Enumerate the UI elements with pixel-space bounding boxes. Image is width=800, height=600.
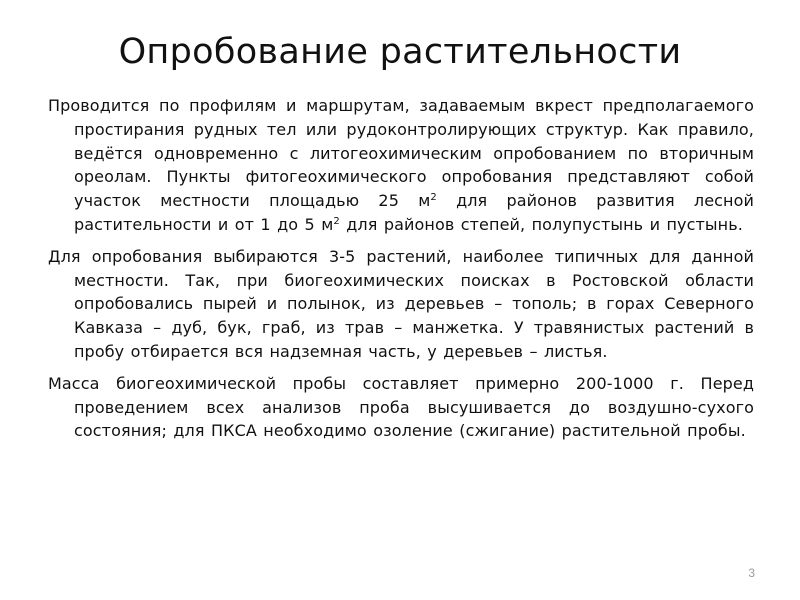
page-number: 3 (748, 566, 755, 580)
paragraph-1-text-a: Проводится по профилям и маршрутам, задаваемым вкрест предполагаемого простирания рудных тел или рудоконтролирующих структур. Как правило, ведётся одновременно с литогеохимическим опробованием по вторичным ореолам. Пункты фитогеохимического опробования представляют собой участок местности площадью 25 м (48, 96, 754, 211)
paragraph-3: Масса биогеохимической пробы составляет примерно 200-1000 г. Перед проведением всех анализов проба высушивается до воздушно-сухого состояния; для ПКСА необходимо озоление (сжигание) растительной пробы. (48, 373, 754, 441)
slide-body (48, 94, 754, 451)
slide-title: Опробование растительности (118, 32, 682, 72)
paragraph-1-text-b: для районов развития лесной растительности и от 1 до 5 м (74, 191, 754, 234)
superscript-square: 2 (430, 192, 437, 204)
superscript-square: 2 (333, 215, 340, 227)
paragraph-2: Для опробования выбираются 3-5 растений, наиболее типичных для данной местности. Так, при биогеохимических поисках в Ростовской области опробовались пырей и полынок, из деревьев – тополь; в горах Северного Кавказа – дуб, бук, граб, из трав – манжетка. У травянистых растений в пробу отбирается вся надземная часть, у деревьев – листья. (48, 246, 754, 361)
paragraph-1 (48, 94, 754, 237)
paragraph-1-text-c: для районов степей, полупустынь и пустынь. (339, 214, 743, 234)
